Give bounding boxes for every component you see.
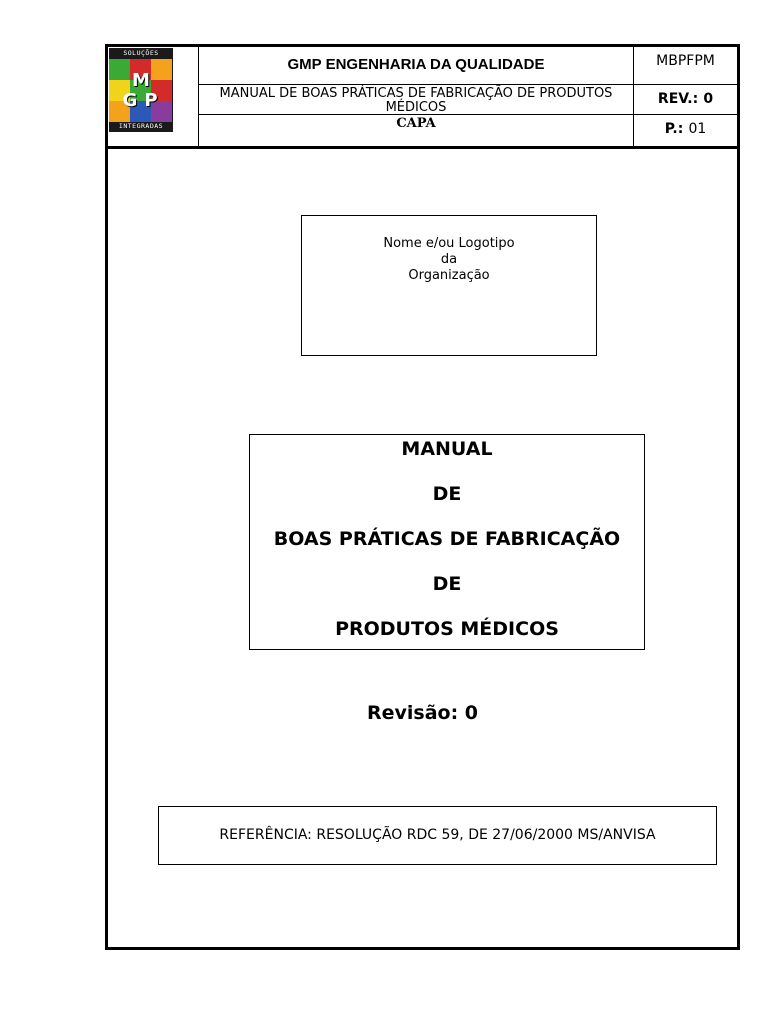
placeholder-line-1: Nome e/ou Logotipo: [383, 236, 515, 251]
section-row: [199, 115, 633, 146]
logo-letter-p: P: [144, 90, 158, 111]
header-title-cell: [199, 47, 633, 146]
logo-letter-g: G: [122, 90, 138, 111]
logo-orange-square: [151, 59, 172, 80]
rev-value: 0: [703, 91, 714, 107]
logo-bottom-text: INTEGRADAS: [118, 122, 164, 130]
manual-title: MANUAL DE BOAS PRÁTICAS DE FABRICAÇÃO DE PRODUTOS MÉDICOS: [219, 86, 613, 115]
page-label: P.:: [664, 121, 684, 137]
revision-text: Revisão: 0: [366, 702, 479, 724]
doc-code-row: [634, 47, 737, 85]
organization-logo-placeholder: [301, 215, 597, 356]
title-line-3: BOAS PRÁTICAS DE FABRICAÇÃO: [273, 528, 621, 550]
placeholder-line-3: Organização: [408, 268, 490, 283]
doc-code: MBPFPM: [656, 53, 715, 69]
logo-letter-m: M: [132, 70, 150, 91]
company-name: GMP ENGENHARIA DA QUALIDADE: [287, 56, 545, 73]
placeholder-line-2: da: [440, 252, 458, 267]
page-row: [634, 115, 737, 146]
manual-title-row: [199, 85, 633, 115]
section-name: CAPA: [396, 116, 436, 131]
title-line-2: DE: [432, 483, 462, 505]
revision-row: [634, 85, 737, 115]
page-value: 01: [688, 121, 707, 137]
logo-cell: [108, 47, 199, 146]
mgp-logo: [109, 48, 173, 132]
reference-box: [158, 806, 717, 865]
title-line-5: PRODUTOS MÉDICOS: [335, 618, 559, 640]
logo-green-square: [109, 59, 130, 80]
manual-title-box: [249, 434, 645, 650]
company-row: [199, 47, 633, 85]
header-code-cell: [633, 47, 737, 146]
rev-label: REV.:: [657, 91, 699, 107]
title-line-4: DE: [432, 573, 462, 595]
title-line-1: MANUAL: [401, 438, 493, 460]
logo-top-text: SOLUÇÕES: [123, 49, 159, 57]
document-header: [108, 47, 737, 149]
document-page: [105, 44, 740, 950]
reference-text: REFERÊNCIA: RESOLUÇÃO RDC 59, DE 27/06/2000 MS/ANVISA: [219, 827, 656, 843]
